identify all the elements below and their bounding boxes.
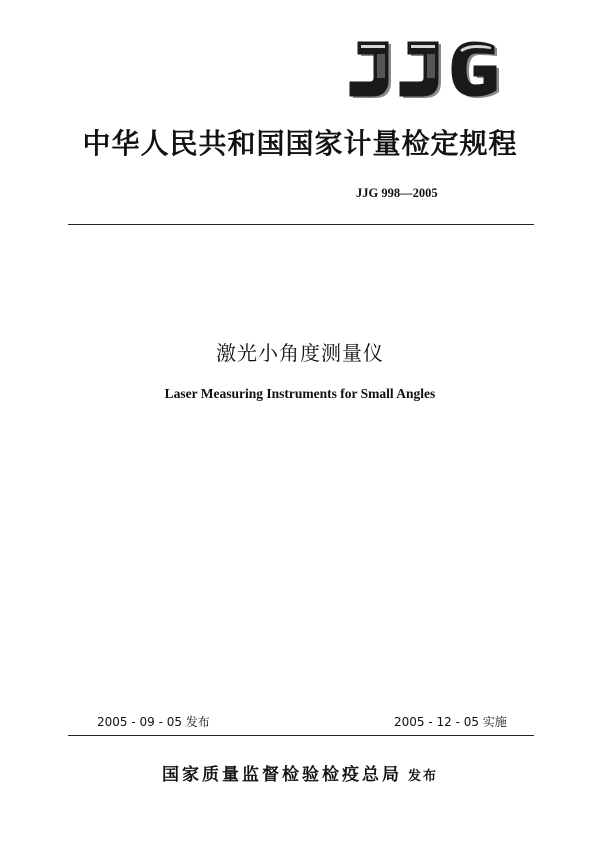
regulation-series-title: 中华人民共和国国家计量检定规程 [82,127,518,160]
logo-letter-j1 [350,42,391,98]
logo-letter-g [452,42,499,98]
publisher-name: 国家质量监督检验检疫总局 [161,765,402,785]
logo-letter-j2 [400,42,441,98]
implementation-date: 2005 - 12 - 05 实施 [394,715,507,729]
publisher-suffix: 发布 [407,769,438,784]
header-divider [68,224,534,225]
issue-date: 2005 - 09 - 05 发布 [97,715,210,729]
document-title-chinese: 激光小角度测量仪 [216,341,384,365]
footer-divider [68,735,534,736]
publisher [0,760,600,785]
standard-code: JJG 998—2005 [356,186,438,200]
document-title-english: Laser Measuring Instruments for Small Angles [164,386,436,401]
jjg-logo [344,40,504,98]
